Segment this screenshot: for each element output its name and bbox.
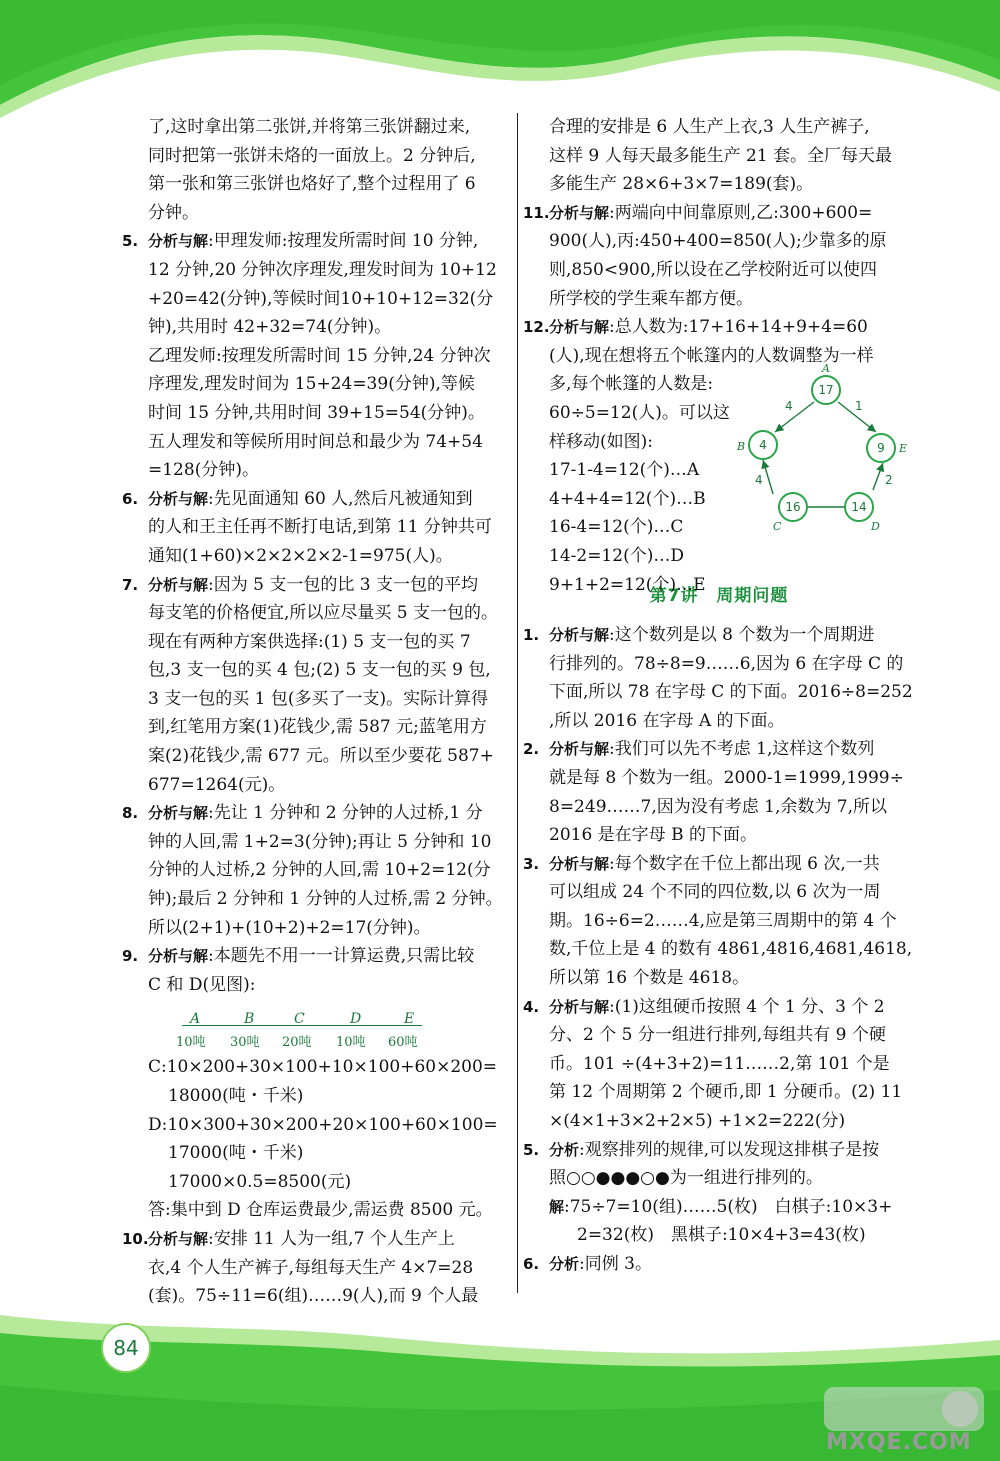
pentagon-nodes: [749, 376, 895, 521]
s7-answer-5: 5. 分析:观察排列的规律,可以发现这排棋子是按 照○○●●●○●为一组进行排列的。 解:75÷7=10(组)……5(枚) 白棋子:10×3+ 2=32(枚) 黑棋子:10×4+3=43(枚): [523, 1139, 893, 1246]
answer-11: 11. 分析与解:两端向中间靠原则,乙:300+600= 900(人),丙:450+400=850(人);少靠多的原 则,850<900,所以设在乙学校附近可以使四 所学校的学生乘车都方便。: [523, 202, 887, 309]
edge-c-b: [763, 460, 773, 494]
route-label-d: D: [350, 1011, 362, 1028]
route-ton-d: 10吨: [336, 1035, 366, 1051]
edge-label-a-b: 4: [785, 399, 793, 414]
answer-8: 8. 分析与解:先让 1 分钟和 2 分钟的人过桥,1 分 钟的人回,需 1+2=3(分钟);再让 5 分钟和 10 分钟的人过桥,2 分钟的人回,需 10+2=12(分 钟);最后 2 分钟和 1 分钟的人过桥,需 2 分钟。 所以(2+1)+(10+2)+2=17(分钟)。: [122, 803, 503, 938]
answer-12-steps: 多,每个帐篷的人数是: 60÷5=12(人)。可以这 样移动(如图): 17-1-4=12(个)…A 4+4+4=12(个)…B 16-4=12(个)…C 14-2=12(个)…D 9+1+2=12(个)…E: [549, 374, 730, 595]
node-d-letter: D: [871, 520, 880, 534]
answer-6: 6. 分析与解:先见面通知 60 人,然后凡被通知到 的人和王主任再不断打电话,到第 11 分钟共可 通知(1+60)×2×2×2×2-1=975(人)。: [122, 488, 492, 566]
answer-10: 10. 分析与解:安排 11 人为一组,7 个人生产上 衣,4 个人生产裤子,每组每天生产 4×7=28 (套)。75÷11=6(组)……9(人),而 9 个人最: [122, 1228, 479, 1307]
answer-5-paragraph-3: 五人理发和等候所用时间总和最少为 74+54 =128(分钟)。: [148, 431, 483, 481]
s7-answer-6: 6. 分析:同例 3。: [523, 1254, 652, 1274]
edge-label-a-e: 1: [855, 399, 863, 414]
tent-pentagon-diagram: [723, 360, 923, 540]
node-a-letter: A: [822, 362, 830, 376]
node-c-value: 16: [785, 500, 801, 515]
left-column: [122, 113, 510, 1311]
node-d-value: 14: [851, 500, 867, 515]
answer-9-calculation: C:10×200+30×100+10×100+60×200= 18000(吨・千米) D:10×300+30×200+20×100+60×100= 17000(吨・千米) 17000×0.5=8500(元) 答:集中到 D 仓库运费最少,需运费 8500 元。: [148, 1057, 498, 1221]
node-a-value: 17: [818, 383, 834, 398]
node-b-letter: B: [737, 440, 746, 454]
route-ton-e: 60吨: [388, 1035, 418, 1051]
route-ton-c: 20吨: [282, 1035, 312, 1051]
answer-5: 5. 分析与解:甲理发师:按理发所需时间 10 分钟, 12 分钟,20 分钟次序理发,理发时间为 10+12 +20=42(分钟),等候时间10+10+12=32(分 钟),共用时 42+32=74(分钟)。: [122, 231, 497, 338]
route-label-c: C: [294, 1011, 305, 1028]
pentagon-edges: [763, 402, 883, 507]
answer-12-figure-block: [523, 362, 915, 595]
page-number: 84: [101, 1323, 151, 1373]
answer-9: 9. 分析与解:本题先不用一一计算运费,只需比较 C 和 D(见图):: [122, 946, 475, 995]
route-ton-b: 30吨: [230, 1035, 260, 1051]
answer-5-paragraph-2: 乙理发师:按理发所需时间 15 分钟,24 分钟次 序理发,理发时间为 15+24=39(分钟),等候 时间 15 分钟,共用时间 39+15=54(分钟)。: [148, 345, 491, 423]
edge-a-b: [775, 402, 814, 432]
s7-answer-4: 4. 分析与解:(1)这组硬币按照 4 个 1 分、3 个 2 分、2 个 5 分一组进行排列,每组共有 9 个硬 币。101 ÷(4+3+2)=11……2,第 101 个是 第 12 个周期第 2 个硬币,即 1 分硬币。(2) 11 ×(4×1+3×2+2×5) +1×2=222(分): [523, 996, 903, 1132]
s7-answer-3: 3. 分析与解:每个数字在千位上都出现 6 次,一共 可以组成 24 个不同的四位数,以 6 次为一周 期。16÷6=2……4,应是第三周期中的第 4 个 数,千位上是 4 的数有 4861,4816,4681,4618, 所以第 16 个数是 4618。: [523, 853, 913, 989]
section-7-title: 第7讲 周期问题: [649, 586, 789, 607]
s7-answer-1: 1. 分析与解:这个数列是以 8 个数为一个周期进 行排列的。78÷8=9……6,因为 6 在字母 C 的 下面,所以 78 在字母 C 的下面。2016÷8=252 ,所以 2016 在字母 A 的下面。: [523, 624, 913, 731]
route-ton-a: 10吨: [176, 1035, 206, 1051]
s7-answer-2: 2. 分析与解:我们可以先不考虑 1,这样这个数列 就是每 8 个数为一组。2000-1=1999,1999÷ 8=249……7,因为没有考虑 1,余数为 7,所以 2016 是在字母 B 的下面。: [523, 739, 904, 846]
edge-d-e: [873, 463, 883, 490]
route-label-a: A: [190, 1011, 201, 1028]
column-divider: [517, 113, 518, 1293]
node-e-letter: E: [899, 442, 908, 456]
answer-7: 7. 分析与解:因为 5 支一包的比 3 支一包的平均 每支笔的价格便宜,所以应尽量买 5 支一包的。 现在有两种方案供选择:(1) 5 支一包的买 7 包,3 支一包的买 4 包;(2) 5 支一包的买 9 包, 3 支一包的买 1 包(多买了一支)。实际计算得 到,红笔用方案(1)花钱少,需 587 元;蓝笔用方 案(2)花钱少,需 677 元。所以至少要花 587+ 677=1264(元)。: [122, 574, 499, 795]
answer-12: 12. 分析与解:总人数为:17+16+14+9+4=60 (人),现在想将五个帐篷内的人数调整为一样: [523, 317, 874, 366]
route-label-b: B: [244, 1011, 255, 1028]
right-column: [523, 113, 915, 1279]
node-b-value: 4: [759, 438, 767, 453]
top-decorative-band: [0, 0, 1000, 120]
continued-text-right: 合理的安排是 6 人生产上衣,3 人生产裤子, 这样 9 人每天最多能生产 21 套。全厂每天最 多能生产 28×6+3×7=189(套)。: [549, 117, 893, 195]
edge-label-d-e: 2: [885, 473, 893, 488]
route-label-e: E: [404, 1011, 415, 1028]
node-c-letter: C: [773, 520, 782, 534]
watermark-text: MXQE.COM: [826, 1430, 972, 1455]
continued-text: 了,这时拿出第二张饼,并将第三张饼翻过来, 同时把第一张饼未烙的一面放上。2 分钟后, 第一张和第三张饼也烙好了,整个过程用了 6 分钟。: [148, 117, 476, 223]
edge-label-c-b: 4: [755, 473, 763, 488]
warehouse-route-figure: [176, 1005, 432, 1051]
node-e-value: 9: [877, 441, 885, 456]
